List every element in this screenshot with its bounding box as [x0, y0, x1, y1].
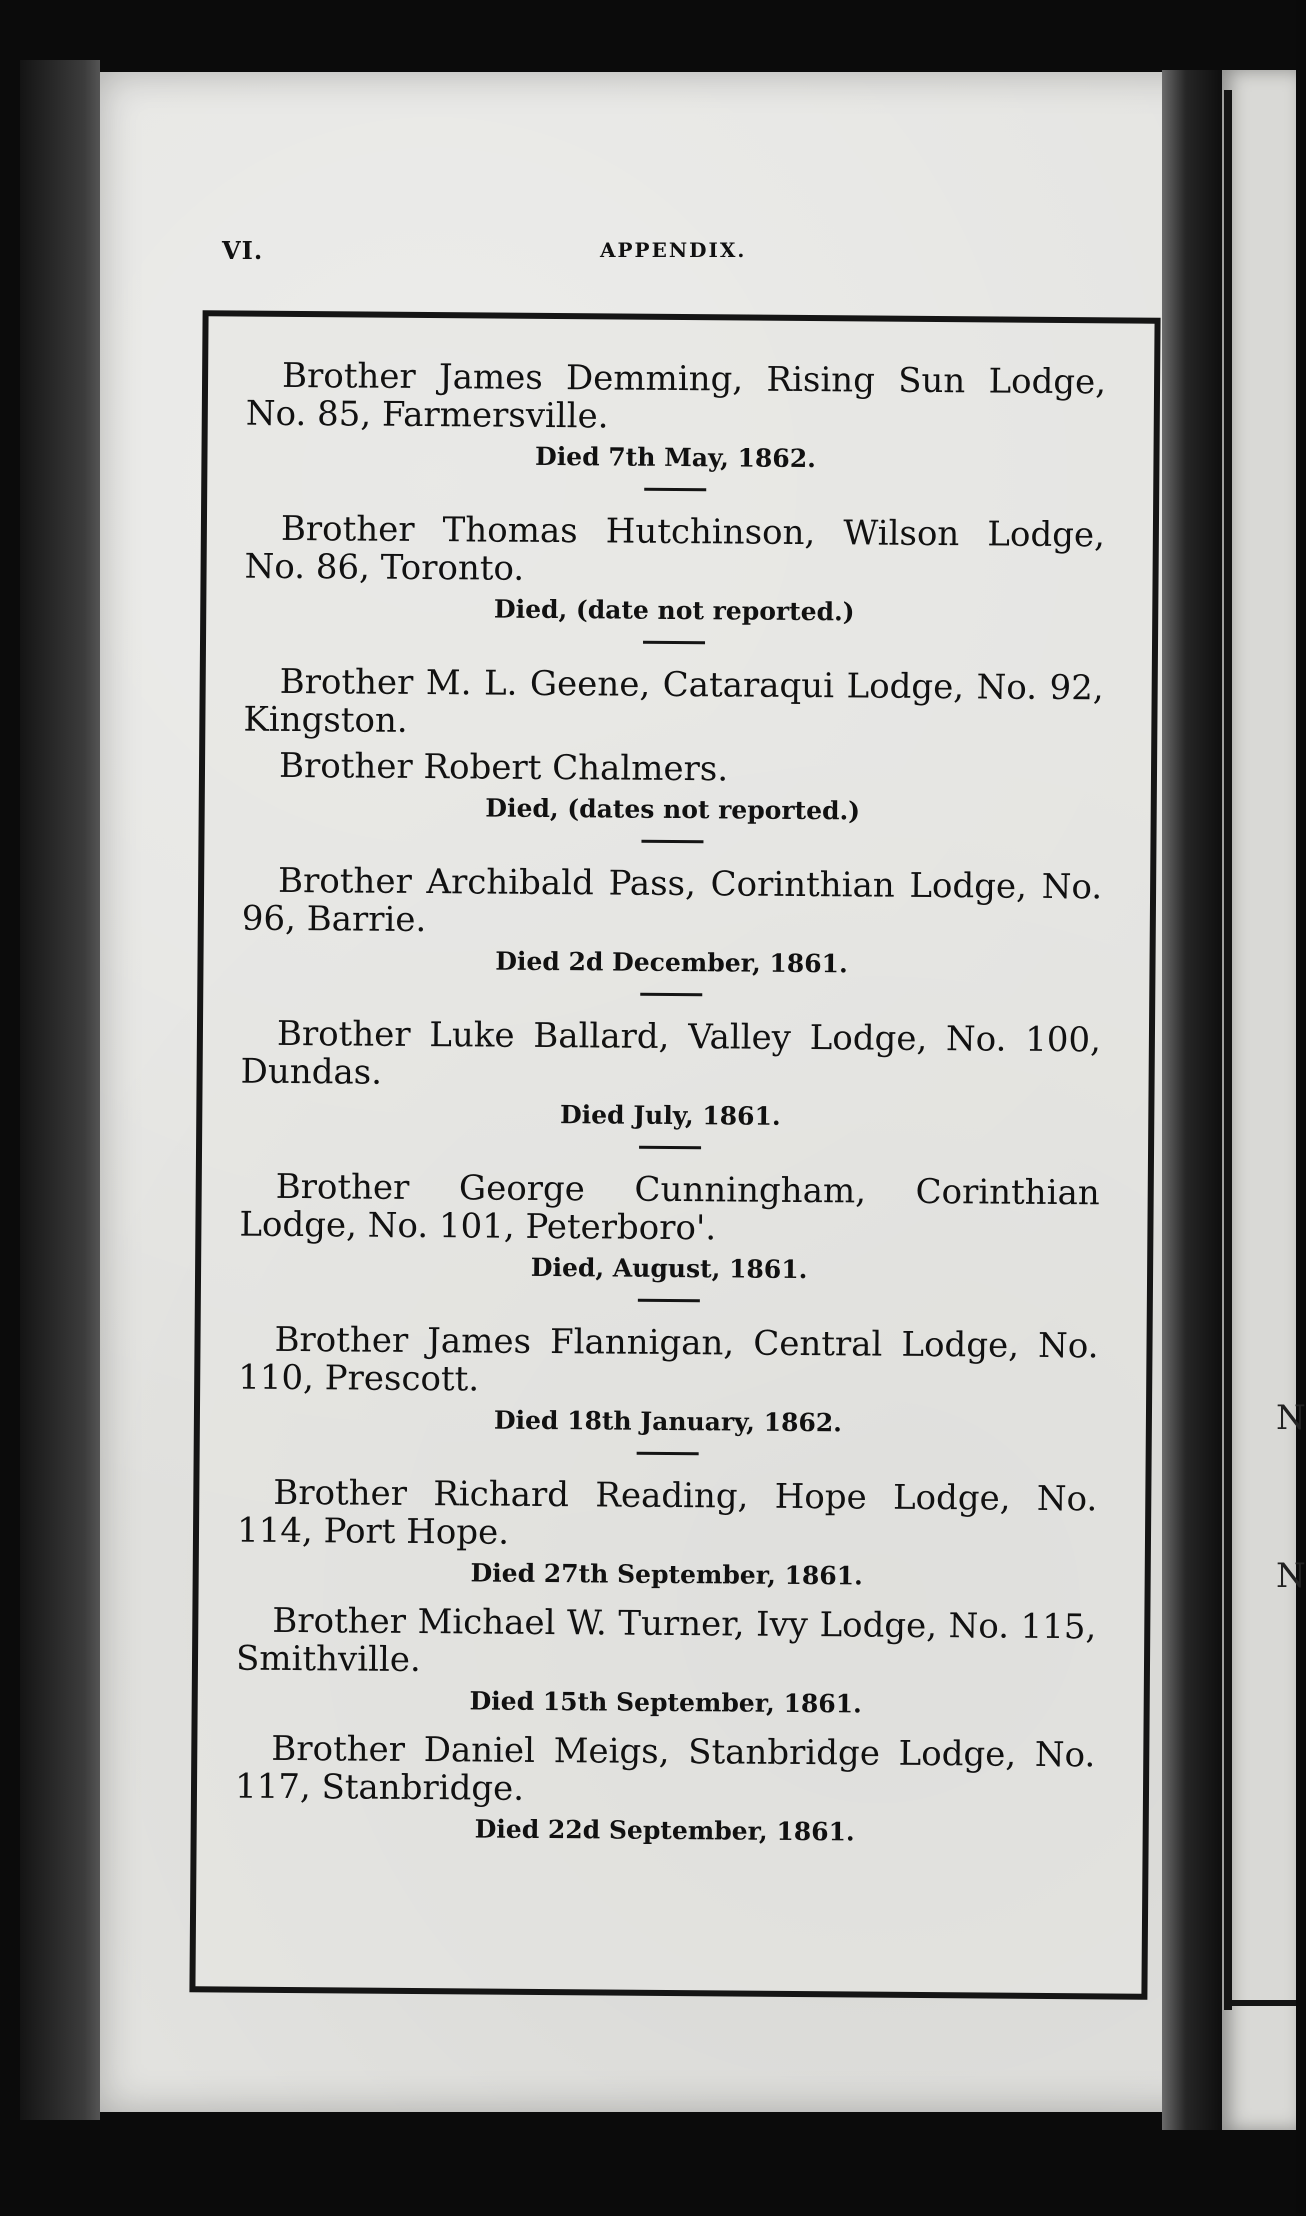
entry-text: Brother James Flannigan, Central Lodge, No. 110, Prescott.	[238, 1319, 1099, 1400]
obituary-entry	[235, 1730, 1096, 1851]
page-gutter	[1162, 70, 1222, 2130]
entry-text: Brother James Demming, Rising Sun Lodge, No. 85, Farmersville.	[245, 355, 1107, 437]
obituary-entry	[239, 1168, 1100, 1306]
entry-text-secondary: Brother Robert Chalmers.	[278, 745, 729, 790]
entry-divider	[644, 488, 706, 491]
death-date: Died, August, 1861.	[530, 1252, 808, 1285]
death-date: Died 18th January, 1862.	[493, 1405, 843, 1438]
obituary-entry	[241, 862, 1102, 1000]
death-date: Died 27th September, 1861.	[470, 1558, 863, 1591]
entry-text: Brother George Cunningham, Corinthian Lodge, No. 101, Peterboro'.	[239, 1166, 1100, 1249]
obituary-entry	[244, 510, 1105, 648]
entry-text: Brother Daniel Meigs, Stanbridge Lodge, No. 117, Stanbridge.	[234, 1728, 1096, 1809]
death-date: Died, (date not reported.)	[493, 594, 855, 627]
page-number: VI.	[222, 236, 264, 265]
adjacent-page-letter: N	[1276, 1398, 1306, 1438]
adjacent-page-letter: N	[1276, 1556, 1306, 1596]
adjacent-page	[1222, 70, 1296, 2130]
entry-divider	[638, 1299, 700, 1302]
obituary-list	[235, 357, 1107, 1851]
entry-divider	[641, 840, 703, 843]
entry-text: Brother Richard Reading, Hope Lodge, No. 114, Port Hope.	[236, 1472, 1098, 1553]
entry-text: Brother Michael W. Turner, Ivy Lodge, No. 115, Smithville.	[235, 1600, 1097, 1681]
death-date: Died 2d December, 1861.	[495, 946, 848, 979]
running-head: APPENDIX.	[600, 238, 747, 262]
entry-divider	[639, 1146, 701, 1149]
entry-text: Brother M. L. Geene, Cataraqui Lodge, No. 92, Kingston.	[243, 661, 1104, 741]
obituary-entry	[245, 357, 1106, 495]
adjacent-page-frame-rule	[1224, 90, 1232, 2010]
adjacent-page-frame-rule-bottom	[1224, 2000, 1296, 2006]
entry-divider	[643, 641, 705, 644]
book-binding	[20, 60, 100, 2120]
entry-text: Brother Archibald Pass, Corinthian Lodge, No. 96, Barrie.	[241, 860, 1103, 941]
obituary-entry	[238, 1321, 1099, 1459]
death-date: Died 7th May, 1862.	[534, 441, 816, 474]
entry-divider	[637, 1452, 699, 1455]
obituary-entry	[240, 1015, 1101, 1153]
page-header	[0, 236, 1296, 276]
obituary-entry	[236, 1474, 1097, 1609]
entry-divider	[640, 993, 702, 996]
obituary-entry	[242, 663, 1103, 847]
death-date: Died, (dates not reported.)	[485, 793, 861, 826]
death-date: Died 15th September, 1861.	[469, 1686, 862, 1719]
obituary-frame	[189, 310, 1160, 1999]
death-date: Died July, 1861.	[559, 1100, 781, 1131]
death-date: Died 22d September, 1861.	[474, 1814, 855, 1847]
entry-text: Brother Luke Ballard, Valley Lodge, No. 100, Dundas.	[240, 1013, 1102, 1093]
obituary-entry	[235, 1602, 1096, 1737]
entry-text: Brother Thomas Hutchinson, Wilson Lodge, No. 86, Toronto.	[244, 508, 1106, 589]
